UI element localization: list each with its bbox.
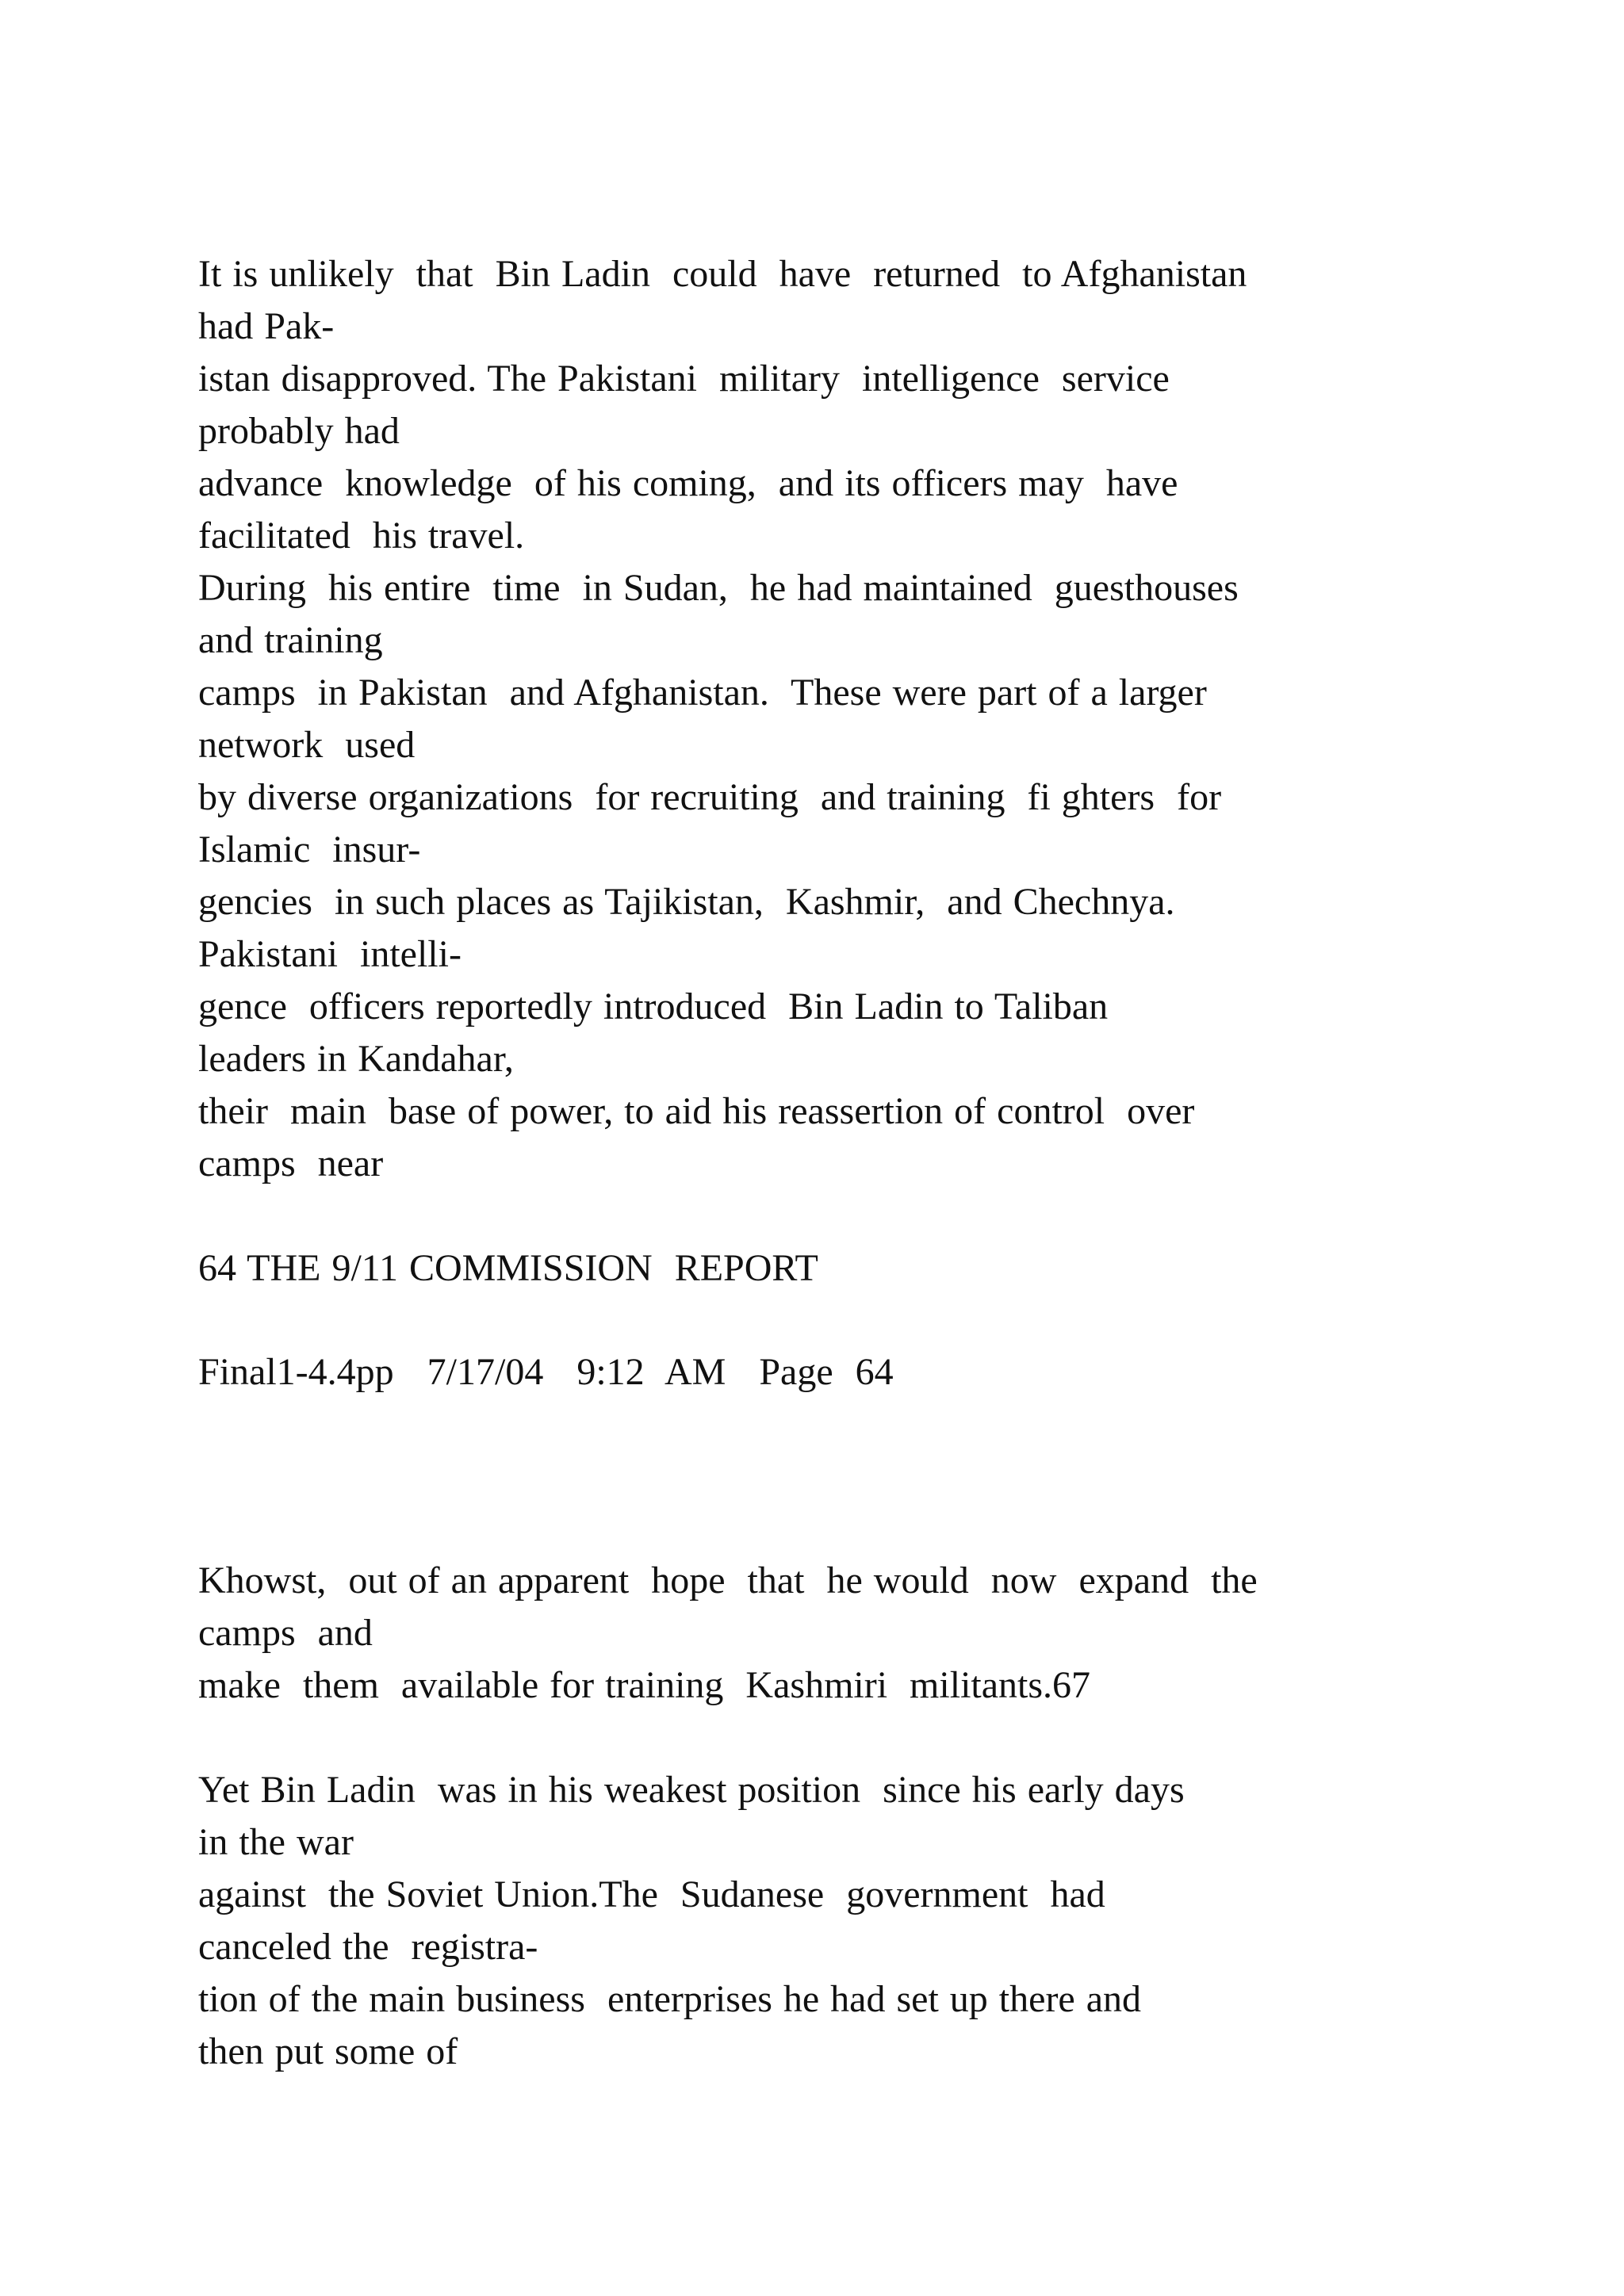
- text-line: canceled the registra-: [198, 1926, 538, 1968]
- text-line: gencies in such places as Tajikistan, Kashmir, and Chechnya.: [198, 881, 1175, 923]
- text-line: make them available for training Kashmiri militants.67: [198, 1664, 1091, 1706]
- text-line: by diverse organizations for recruiting and training fi ghters for: [198, 776, 1222, 818]
- text-line: gence officers reportedly introduced Bin Ladin to Taliban: [198, 985, 1109, 1027]
- text-line: had Pak-: [198, 305, 335, 347]
- text-line: in the war: [198, 1821, 354, 1863]
- text-line: tion of the main business enterprises he had set up there and: [198, 1978, 1142, 2020]
- text-line: camps and: [198, 1612, 373, 1654]
- text-line: network used: [198, 724, 416, 766]
- text-line: facilitated his travel.: [198, 515, 525, 557]
- text-line: against the Soviet Union.The Sudanese government had: [198, 1873, 1105, 1915]
- text-line: their main base of power, to aid his reassertion of control over: [198, 1090, 1195, 1132]
- text-line: camps near: [198, 1142, 384, 1184]
- text-line: During his entire time in Sudan, he had maintained guesthouses: [198, 567, 1239, 609]
- text-line: Pakistani intelli-: [198, 933, 462, 975]
- running-footer: 64 THE 9/11 COMMISSION REPORT: [198, 1247, 818, 1289]
- text-line: then put some of: [198, 2030, 458, 2072]
- text-line: and training: [198, 619, 383, 661]
- text-line: Islamic insur-: [198, 828, 421, 871]
- text-line: It is unlikely that Bin Ladin could have returned to Afghanistan: [198, 253, 1247, 295]
- text-line: probably had: [198, 410, 400, 452]
- text-line: leaders in Kandahar,: [198, 1038, 514, 1080]
- text-line: advance knowledge of his coming, and its officers may have: [198, 462, 1178, 504]
- text-line: Khowst, out of an apparent hope that he would now expand the: [198, 1559, 1258, 1601]
- text-line: istan disapproved. The Pakistani military intelligence service: [198, 358, 1170, 400]
- text-line: camps in Pakistan and Afghanistan. These were part of a larger: [198, 672, 1207, 714]
- text-line: Yet Bin Ladin was in his weakest position since his early days: [198, 1769, 1185, 1811]
- file-slug: Final1-4.4pp 7/17/04 9:12 AM Page 64: [198, 1351, 894, 1393]
